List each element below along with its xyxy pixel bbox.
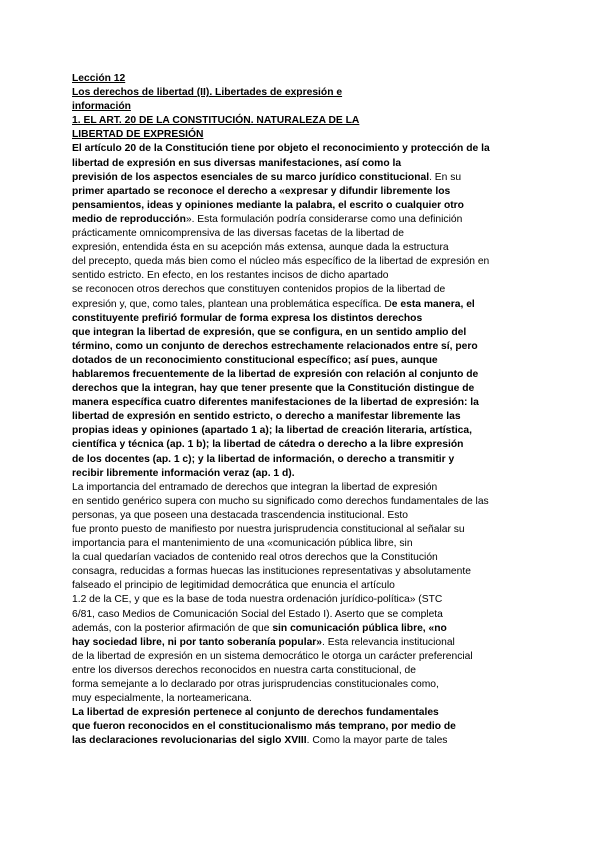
body-line	[72, 622, 532, 636]
body-line	[72, 467, 532, 481]
text-segment: recibir libremente información veraz (ap. 1 d).	[72, 467, 295, 479]
text-segment: La importancia del entramado de derechos que integran la libertad de expresión	[72, 481, 438, 493]
body-line	[72, 593, 532, 607]
body-line	[72, 142, 532, 156]
text-segment: importancia para el mantenimiento de una «comunicación pública libre, sin	[72, 538, 413, 550]
body-line	[72, 537, 532, 551]
text-segment: 6/81, caso Medios de Comunicación Social del Estado I). Aserto que se completa	[72, 608, 443, 620]
text-segment: hablaremos frecuentemente de la libertad de expresión con relación al conjunto de	[72, 368, 479, 380]
lesson-heading: Lección 12	[72, 73, 126, 84]
body-line	[72, 269, 532, 283]
text-segment: . En su	[429, 171, 462, 183]
text-segment: pensamientos, ideas y opiniones mediante la palabra, el escrito o cualquier otro	[72, 199, 464, 211]
body-line	[72, 706, 532, 720]
text-segment: libertad de expresión en sentido estricto, o derecho a manifestar libremente las	[72, 411, 461, 423]
text-segment: propias ideas y opiniones (apartado 1 a); la libertad de creación literaria, artística,	[72, 425, 472, 437]
text-segment: muy especialmente, la norteamericana.	[72, 693, 252, 705]
section-heading-line-2: LIBERTAD DE EXPRESIÓN	[72, 129, 204, 141]
body-line	[72, 692, 532, 706]
text-segment: se reconocen otros derechos que constituyen contenidos propios de la libertad de	[72, 284, 446, 296]
body-line	[72, 157, 532, 171]
text-segment: de la libertad de expresión en un sistema democrático le otorga un carácter preferencial	[72, 650, 473, 662]
text-segment: hay sociedad libre, ni por tanto soberanía popular»	[72, 636, 323, 648]
body-line	[72, 326, 532, 340]
body-line	[72, 185, 532, 199]
body-line	[72, 396, 532, 410]
body-line	[72, 481, 532, 495]
text-segment: sentido estricto. En efecto, en los restantes incisos de dicho apartado	[72, 270, 389, 282]
body-line	[72, 199, 532, 213]
text-segment: previsión de los aspectos esenciales de su marco jurídico constitucional	[72, 171, 430, 183]
body-line	[72, 368, 532, 382]
text-segment: las declaraciones revolucionarias del siglo XVIII	[72, 735, 307, 747]
text-segment: la cual quedarían vaciados de contenido real otros derechos que la Constitución	[72, 552, 438, 564]
body-line	[72, 509, 532, 523]
body-line	[72, 608, 532, 622]
body-line	[72, 410, 532, 424]
text-segment: en sentido genérico supera con mucho su significado como derechos fundamentales de las	[72, 495, 489, 507]
body-line	[72, 438, 532, 452]
body-line	[72, 664, 532, 678]
text-segment: libertad de expresión en sus diversas manifestaciones, así como la	[72, 157, 402, 169]
title-line-1: Los derechos de libertad (II). Libertades de expresión e	[72, 87, 343, 99]
text-segment: 1.2 de la CE, y que es la base de toda nuestra ordenación jurídico-política» (STC	[72, 594, 443, 606]
text-segment: falseado el principio de legitimidad democrática que enuncia el artículo	[72, 580, 395, 592]
body-line	[72, 213, 532, 227]
text-segment: . Como la mayor parte de tales	[306, 735, 448, 747]
section-heading-line-1: 1. EL ART. 20 DE LA CONSTITUCIÓN. NATURALEZA DE LA	[72, 115, 360, 127]
body-line	[72, 340, 532, 354]
text-segment: consagra, reducidas a formas huecas las instituciones representativas y absolutamente	[72, 566, 471, 578]
text-segment: . Esta relevancia institucional	[322, 636, 455, 648]
text-segment: expresión, entendida ésta en su acepción más extensa, aunque dada la estructura	[72, 242, 449, 254]
text-segment: de los docentes (ap. 1 c); y la libertad de información, o derecho a transmitir y	[72, 453, 455, 465]
body-line	[72, 424, 532, 438]
body-line	[72, 650, 532, 664]
body-line	[72, 382, 532, 396]
body-line	[72, 354, 532, 368]
text-segment: además, con la posterior afirmación de que	[72, 622, 273, 634]
body-line	[72, 495, 532, 509]
body-line	[72, 227, 532, 241]
text-segment: del precepto, queda más bien como el núcleo más específico de la libertad de expresión en	[72, 256, 490, 268]
body-line	[72, 523, 532, 537]
text-segment: manera específica cuatro diferentes manifestaciones de la libertad de expresión: la	[72, 397, 479, 409]
body-line	[72, 551, 532, 565]
text-segment: personas, ya que poseen una destacada trascendencia institucional. Esto	[72, 509, 409, 521]
text-segment: medio de reproducción	[72, 213, 186, 225]
body-text	[72, 142, 532, 748]
text-segment: sin comunicación pública libre, «no	[272, 622, 447, 634]
body-line	[72, 565, 532, 579]
text-segment: que integran la libertad de expresión, que se configura, en un sentido amplio del	[72, 326, 467, 338]
body-line	[72, 171, 532, 185]
text-segment: fue pronto puesto de manifiesto por nuestra jurisprudencia constitucional al señalar su	[72, 524, 465, 535]
text-segment: forma semejante a lo declarado por otras jurisprudencias constitucionales como,	[72, 679, 439, 691]
body-line	[72, 241, 532, 255]
text-segment: ». Esta formulación podría considerarse como una definición	[185, 213, 463, 225]
text-segment: constituyente prefirió formular de forma expresa los distintos derechos	[72, 312, 423, 324]
body-line	[72, 453, 532, 467]
text-segment: prácticamente omnicomprensiva de las diversas facetas de la libertad de	[72, 228, 404, 240]
document-page	[72, 72, 532, 749]
body-line	[72, 255, 532, 269]
body-line	[72, 283, 532, 297]
title-line-2: información	[72, 101, 131, 113]
text-segment: expresión y, que, como tales, plantean una problemática específica. D	[72, 298, 392, 310]
text-segment: primer apartado se reconoce el derecho a «expresar y difundir libremente los	[72, 185, 451, 197]
text-segment: entre los diversos derechos reconocidos en nuestra carta constitucional, de	[72, 664, 416, 676]
text-segment: científica y técnica (ap. 1 b); la libertad de cátedra o derecho a la libre expresión	[72, 439, 464, 451]
body-line	[72, 312, 532, 326]
text-segment: término, como un conjunto de derechos estrechamente relacionados entre sí, pero	[72, 340, 478, 352]
body-line	[72, 636, 532, 650]
text-segment: dotados de un reconocimiento constitucional específico; así pues, aunque	[72, 354, 438, 366]
body-line	[72, 579, 532, 593]
text-segment: derechos que la integran, hay que tener presente que la Constitución distingue de	[72, 383, 475, 395]
body-line	[72, 298, 532, 312]
text-segment: La libertad de expresión pertenece al conjunto de derechos fundamentales	[72, 707, 439, 719]
body-line	[72, 720, 532, 734]
body-line	[72, 678, 532, 692]
body-line	[72, 734, 532, 748]
text-segment: El artículo 20 de la Constitución tiene por objeto el reconocimiento y protección de la	[72, 143, 490, 155]
text-segment: e esta manera, el	[391, 298, 475, 310]
text-segment: que fueron reconocidos en el constitucionalismo más temprano, por medio de	[72, 721, 456, 733]
